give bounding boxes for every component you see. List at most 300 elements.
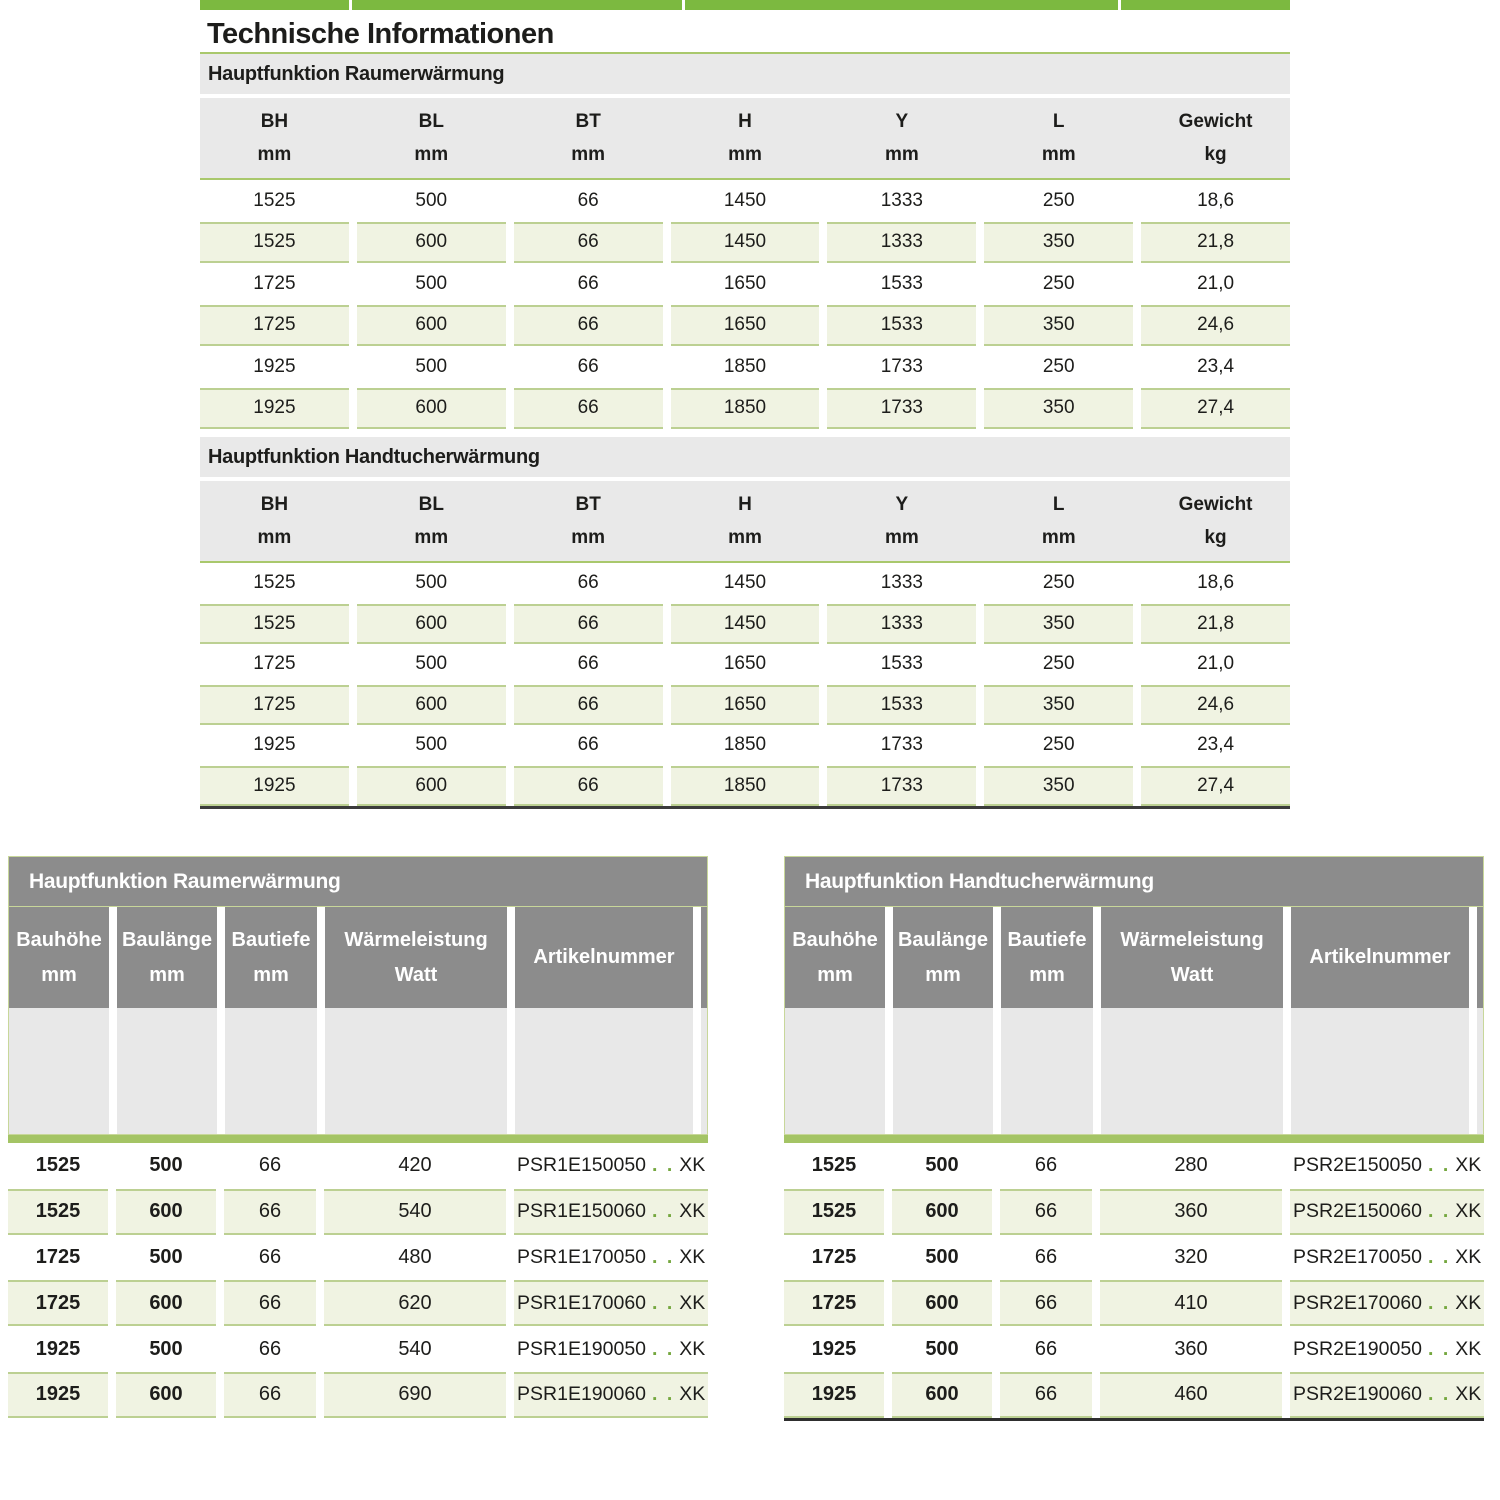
table-cell: 66 bbox=[224, 1372, 316, 1418]
table-row bbox=[200, 222, 1290, 264]
artikelnummer-cell bbox=[1290, 1326, 1484, 1372]
artikelnummer-cell bbox=[514, 1326, 708, 1372]
table-row bbox=[784, 1143, 1484, 1189]
table-cell: 280 bbox=[1174, 1154, 1208, 1177]
table-row bbox=[200, 766, 1290, 807]
column-unit: mm bbox=[253, 963, 289, 986]
table-cell: 500 bbox=[415, 734, 448, 756]
table-bottom-border bbox=[200, 806, 1290, 809]
table-row bbox=[784, 1235, 1484, 1281]
table-cell: 24,6 bbox=[1141, 685, 1290, 726]
column-label: Wärmeleistung bbox=[344, 928, 488, 951]
column-label: Bautiefe bbox=[231, 928, 311, 951]
column-unit: mm bbox=[817, 963, 853, 986]
table-cell: 600 bbox=[116, 1280, 216, 1326]
table-cell: 66 bbox=[1034, 1337, 1058, 1360]
table-cell: 66 bbox=[577, 272, 599, 294]
table-row bbox=[8, 1372, 708, 1418]
artikel-dots: . . bbox=[652, 1337, 675, 1360]
column-label: Bautiefe bbox=[1007, 928, 1087, 951]
artikel-dots: . . bbox=[1428, 1291, 1451, 1314]
table-cell: 66 bbox=[224, 1189, 316, 1235]
order-empty-region bbox=[785, 1008, 1483, 1134]
table-cell: 600 bbox=[892, 1372, 992, 1418]
spec-table-handtucherwaermung bbox=[200, 437, 1290, 806]
artikel-suffix: XK bbox=[1455, 1291, 1482, 1314]
artikel-prefix: PSR2E190050 bbox=[1293, 1337, 1423, 1360]
accent-bar-segment bbox=[685, 0, 1118, 10]
column-label: H bbox=[738, 111, 752, 132]
table-cell: 66 bbox=[514, 604, 663, 645]
table-cell: 66 bbox=[514, 685, 663, 726]
column-label: Bauhöhe bbox=[16, 928, 102, 951]
artikel-suffix: XK bbox=[1455, 1337, 1482, 1360]
order-rows bbox=[784, 1143, 1484, 1418]
order-table-handtucherwaermung bbox=[784, 856, 1484, 1421]
artikel-dots: . . bbox=[652, 1200, 675, 1223]
artikelnummer-cell bbox=[1290, 1143, 1484, 1189]
empty-cell bbox=[9, 1008, 109, 1134]
artikel-dots: . . bbox=[1428, 1383, 1451, 1406]
table-cell: 66 bbox=[577, 189, 599, 211]
column-header bbox=[827, 105, 976, 171]
artikel-prefix: PSR2E150060 bbox=[1293, 1200, 1423, 1223]
empty-cell bbox=[225, 1008, 317, 1134]
table-cell: 1725 bbox=[253, 653, 296, 675]
table-cell: 66 bbox=[577, 355, 599, 377]
artikelnummer-cell bbox=[514, 1189, 708, 1235]
column-header bbox=[984, 105, 1133, 171]
table-cell: 600 bbox=[357, 604, 506, 645]
table-cell: 500 bbox=[149, 1337, 183, 1360]
column-header bbox=[357, 488, 506, 554]
table-cell: 1925 bbox=[35, 1337, 81, 1360]
table-row bbox=[200, 563, 1290, 604]
empty-cell bbox=[785, 1008, 885, 1134]
table-cell: 250 bbox=[1042, 572, 1075, 594]
table-cell: 1333 bbox=[880, 189, 923, 211]
table-cell: 1533 bbox=[880, 272, 923, 294]
table-cell: 600 bbox=[892, 1189, 992, 1235]
column-unit: mm bbox=[149, 963, 185, 986]
artikel-prefix: PSR1E170060 bbox=[517, 1291, 647, 1314]
column-label: Y bbox=[895, 111, 909, 132]
artikel-prefix: PSR1E190060 bbox=[517, 1383, 647, 1406]
artikel-prefix: PSR2E150050 bbox=[1293, 1154, 1423, 1177]
column-label: Baulänge bbox=[121, 928, 213, 951]
table-cell: 350 bbox=[984, 222, 1133, 264]
order-table-header-box bbox=[784, 856, 1484, 1135]
table-cell: 1925 bbox=[253, 355, 296, 377]
table-row bbox=[200, 305, 1290, 347]
accent-bar-segment bbox=[200, 0, 349, 10]
artikel-prefix: PSR2E190060 bbox=[1293, 1383, 1423, 1406]
artikel-prefix: PSR1E190050 bbox=[517, 1337, 647, 1360]
column-label: Gewicht bbox=[1178, 494, 1253, 515]
table-cell: 250 bbox=[1042, 272, 1075, 294]
table-row bbox=[784, 1326, 1484, 1372]
column-unit: mm bbox=[1029, 963, 1065, 986]
table-row bbox=[200, 604, 1290, 645]
column-header bbox=[325, 907, 507, 1008]
table-cell: 1333 bbox=[827, 604, 976, 645]
table-cell: 66 bbox=[1000, 1189, 1092, 1235]
spec-column-headers bbox=[200, 98, 1290, 178]
artikel-dots: . . bbox=[652, 1154, 675, 1177]
table-cell: 66 bbox=[514, 388, 663, 430]
table-cell: 1725 bbox=[811, 1245, 857, 1268]
column-unit: kg bbox=[1204, 527, 1227, 548]
table-cell: 600 bbox=[116, 1372, 216, 1418]
column-header bbox=[827, 488, 976, 554]
artikel-suffix: XK bbox=[679, 1200, 706, 1223]
table-cell: 1650 bbox=[723, 272, 767, 294]
table-cell: 600 bbox=[357, 222, 506, 264]
artikel-suffix: XK bbox=[679, 1383, 706, 1406]
column-unit: mm bbox=[414, 144, 449, 165]
table-row bbox=[8, 1189, 708, 1235]
column-header bbox=[984, 488, 1133, 554]
table-cell: 66 bbox=[577, 653, 599, 675]
table-cell: 600 bbox=[357, 305, 506, 347]
table-cell: 350 bbox=[984, 685, 1133, 726]
table-cell: 66 bbox=[577, 572, 599, 594]
order-rows bbox=[8, 1143, 708, 1418]
artikel-prefix: PSR1E150060 bbox=[517, 1200, 647, 1223]
empty-cell bbox=[325, 1008, 507, 1134]
table-cell: 1733 bbox=[827, 388, 976, 430]
column-label: Bauhöhe bbox=[792, 928, 878, 951]
table-row bbox=[8, 1280, 708, 1326]
table-cell: 66 bbox=[1034, 1154, 1058, 1177]
table-cell: 21,8 bbox=[1141, 604, 1290, 645]
artikelnummer-cell bbox=[514, 1235, 708, 1281]
artikel-prefix: PSR2E170060 bbox=[1293, 1291, 1423, 1314]
table-cell: 1525 bbox=[35, 1154, 81, 1177]
table-cell: 250 bbox=[1042, 355, 1075, 377]
column-header bbox=[893, 907, 993, 1008]
table-cell: 1525 bbox=[253, 189, 296, 211]
artikelnummer-cell bbox=[514, 1143, 708, 1189]
column-unit: mm bbox=[257, 527, 292, 548]
table-cell: 66 bbox=[577, 734, 599, 756]
table-cell: 66 bbox=[258, 1337, 282, 1360]
table-row bbox=[200, 725, 1290, 766]
table-cell: 460 bbox=[1100, 1372, 1282, 1418]
table-cell: 420 bbox=[398, 1154, 432, 1177]
table-cell: 1525 bbox=[8, 1189, 108, 1235]
column-label: Artikelnummer bbox=[1309, 946, 1451, 968]
column-header bbox=[357, 105, 506, 171]
table-cell: 1533 bbox=[827, 305, 976, 347]
order-table-header-box bbox=[8, 856, 708, 1135]
header-filler bbox=[701, 907, 707, 1008]
table-cell: 1525 bbox=[811, 1154, 857, 1177]
table-row bbox=[200, 644, 1290, 685]
column-header bbox=[1001, 907, 1093, 1008]
table-cell: 1733 bbox=[880, 355, 923, 377]
artikel-dots: . . bbox=[1428, 1200, 1451, 1223]
table-cell: 66 bbox=[1000, 1280, 1092, 1326]
table-cell: 1333 bbox=[827, 222, 976, 264]
table-cell: 1533 bbox=[827, 685, 976, 726]
artikelnummer-cell bbox=[1290, 1280, 1484, 1326]
table-cell: 23,4 bbox=[1197, 355, 1235, 377]
column-unit: mm bbox=[41, 963, 77, 986]
table-cell: 350 bbox=[984, 766, 1133, 807]
column-header bbox=[200, 488, 349, 554]
artikel-suffix: XK bbox=[1455, 1200, 1482, 1223]
table-cell: 1450 bbox=[723, 572, 767, 594]
column-header bbox=[9, 907, 109, 1008]
table-cell: 1525 bbox=[784, 1189, 884, 1235]
table-row bbox=[8, 1235, 708, 1281]
table-cell: 1850 bbox=[671, 766, 820, 807]
accent-bar-segment bbox=[352, 0, 682, 10]
table-cell: 360 bbox=[1100, 1189, 1282, 1235]
artikel-prefix: PSR1E170050 bbox=[517, 1245, 647, 1268]
page-title: Technische Informationen bbox=[207, 18, 554, 50]
table-cell: 1925 bbox=[811, 1337, 857, 1360]
section-header: Hauptfunktion Raumerwärmung bbox=[200, 54, 1290, 94]
column-header bbox=[225, 907, 317, 1008]
order-table-raumerwaermung bbox=[8, 856, 708, 1418]
order-column-headers bbox=[9, 907, 707, 1008]
table-cell: 1925 bbox=[8, 1372, 108, 1418]
column-label: L bbox=[1052, 111, 1065, 132]
artikel-suffix: XK bbox=[679, 1337, 706, 1360]
accent-bar-segment bbox=[1121, 0, 1290, 10]
spec-column-headers bbox=[200, 481, 1290, 561]
column-unit: mm bbox=[884, 527, 919, 548]
spec-rows bbox=[200, 563, 1290, 806]
column-header bbox=[1291, 907, 1469, 1008]
table-row bbox=[8, 1143, 708, 1189]
column-unit: mm bbox=[571, 527, 606, 548]
table-cell: 27,4 bbox=[1141, 766, 1290, 807]
artikelnummer-cell bbox=[514, 1280, 708, 1326]
empty-filler bbox=[1477, 1008, 1483, 1134]
column-label: Artikelnummer bbox=[533, 946, 675, 968]
table-cell: 600 bbox=[892, 1280, 992, 1326]
table-cell: 250 bbox=[1042, 189, 1075, 211]
table-cell: 66 bbox=[1034, 1245, 1058, 1268]
table-cell: 1925 bbox=[253, 734, 296, 756]
order-empty-region bbox=[9, 1008, 707, 1134]
header-filler bbox=[1477, 907, 1483, 1008]
artikel-dots: . . bbox=[1428, 1337, 1451, 1360]
table-cell: 1733 bbox=[880, 734, 923, 756]
table-cell: 620 bbox=[324, 1280, 506, 1326]
table-cell: 1925 bbox=[200, 388, 349, 430]
table-row bbox=[200, 263, 1290, 305]
table-cell: 1533 bbox=[880, 653, 923, 675]
table-cell: 500 bbox=[149, 1154, 183, 1177]
table-cell: 27,4 bbox=[1141, 388, 1290, 430]
table-cell: 600 bbox=[357, 766, 506, 807]
table-cell: 1525 bbox=[200, 604, 349, 645]
artikel-suffix: XK bbox=[679, 1154, 706, 1177]
column-header bbox=[785, 907, 885, 1008]
table-cell: 1450 bbox=[671, 222, 820, 264]
table-row bbox=[200, 180, 1290, 222]
table-cell: 21,8 bbox=[1141, 222, 1290, 264]
table-cell: 600 bbox=[357, 388, 506, 430]
table-cell: 500 bbox=[925, 1245, 959, 1268]
table-row bbox=[8, 1326, 708, 1372]
column-header bbox=[514, 105, 663, 171]
artikel-dots: . . bbox=[1428, 1154, 1451, 1177]
table-cell: 500 bbox=[415, 355, 448, 377]
table-cell: 350 bbox=[984, 388, 1133, 430]
column-header bbox=[671, 105, 820, 171]
table-cell: 66 bbox=[258, 1154, 282, 1177]
column-unit: mm bbox=[571, 144, 606, 165]
table-bottom-border bbox=[784, 1418, 1484, 1421]
column-header bbox=[117, 907, 217, 1008]
table-row bbox=[200, 388, 1290, 430]
column-unit: Watt bbox=[394, 963, 438, 986]
column-label: Y bbox=[895, 494, 909, 515]
empty-cell bbox=[1291, 1008, 1469, 1134]
column-header bbox=[200, 105, 349, 171]
artikel-suffix: XK bbox=[1455, 1154, 1482, 1177]
artikel-suffix: XK bbox=[679, 1291, 706, 1314]
artikel-prefix: PSR2E170050 bbox=[1293, 1245, 1423, 1268]
table-cell: 500 bbox=[415, 189, 448, 211]
table-cell: 66 bbox=[514, 766, 663, 807]
table-cell: 1525 bbox=[200, 222, 349, 264]
column-label: Gewicht bbox=[1178, 111, 1253, 132]
table-cell: 23,4 bbox=[1197, 734, 1235, 756]
table-cell: 500 bbox=[925, 1337, 959, 1360]
table-cell: 1725 bbox=[200, 685, 349, 726]
empty-cell bbox=[893, 1008, 993, 1134]
green-divider-bar bbox=[784, 1135, 1484, 1143]
artikel-suffix: XK bbox=[679, 1245, 706, 1268]
table-cell: 1525 bbox=[253, 572, 296, 594]
table-cell: 500 bbox=[415, 572, 448, 594]
table-cell: 66 bbox=[224, 1280, 316, 1326]
column-label: Wärmeleistung bbox=[1120, 928, 1264, 951]
table-cell: 690 bbox=[324, 1372, 506, 1418]
table-cell: 540 bbox=[398, 1337, 432, 1360]
column-header bbox=[1141, 488, 1290, 554]
column-label: H bbox=[738, 494, 752, 515]
column-unit: mm bbox=[414, 527, 449, 548]
column-header bbox=[671, 488, 820, 554]
table-cell: 250 bbox=[1042, 734, 1075, 756]
column-unit: kg bbox=[1204, 144, 1227, 165]
artikelnummer-cell bbox=[1290, 1235, 1484, 1281]
table-cell: 320 bbox=[1174, 1245, 1208, 1268]
table-cell: 1733 bbox=[827, 766, 976, 807]
empty-filler bbox=[701, 1008, 707, 1134]
table-cell: 500 bbox=[415, 272, 448, 294]
artikel-suffix: XK bbox=[1455, 1245, 1482, 1268]
column-unit: mm bbox=[925, 963, 961, 986]
table-cell: 410 bbox=[1100, 1280, 1282, 1326]
spec-rows bbox=[200, 180, 1290, 429]
table-cell: 1650 bbox=[671, 685, 820, 726]
artikel-dots: . . bbox=[652, 1383, 675, 1406]
table-cell: 480 bbox=[398, 1245, 432, 1268]
empty-cell bbox=[1001, 1008, 1093, 1134]
column-unit: mm bbox=[728, 144, 762, 165]
table-cell: 500 bbox=[415, 653, 448, 675]
table-row bbox=[784, 1189, 1484, 1235]
table-cell: 350 bbox=[984, 305, 1133, 347]
table-cell: 18,6 bbox=[1197, 189, 1235, 211]
table-row bbox=[784, 1372, 1484, 1418]
column-unit: mm bbox=[884, 144, 919, 165]
green-divider-bar bbox=[8, 1135, 708, 1143]
table-row bbox=[200, 685, 1290, 726]
table-cell: 66 bbox=[1000, 1372, 1092, 1418]
column-unit: mm bbox=[1041, 527, 1076, 548]
table-cell: 1850 bbox=[723, 734, 767, 756]
empty-cell bbox=[515, 1008, 693, 1134]
table-cell: 1925 bbox=[784, 1372, 884, 1418]
order-table-title: Hauptfunktion Raumerwärmung bbox=[9, 857, 707, 907]
table-cell: 18,6 bbox=[1197, 572, 1235, 594]
column-unit: mm bbox=[257, 144, 292, 165]
spec-table-raumerwaermung bbox=[200, 54, 1290, 429]
column-label: BT bbox=[575, 111, 601, 132]
column-header bbox=[1141, 105, 1290, 171]
column-label: BH bbox=[260, 494, 289, 515]
table-cell: 1725 bbox=[35, 1245, 81, 1268]
artikel-dots: . . bbox=[652, 1245, 675, 1268]
table-cell: 360 bbox=[1174, 1337, 1208, 1360]
table-cell: 540 bbox=[324, 1189, 506, 1235]
table-cell: 1333 bbox=[880, 572, 923, 594]
table-row bbox=[200, 346, 1290, 388]
column-label: BL bbox=[418, 494, 444, 515]
table-cell: 1650 bbox=[671, 305, 820, 347]
column-unit: Watt bbox=[1170, 963, 1214, 986]
artikel-prefix: PSR1E150050 bbox=[517, 1154, 647, 1177]
table-cell: 600 bbox=[116, 1189, 216, 1235]
table-cell: 1725 bbox=[253, 272, 296, 294]
table-cell: 1450 bbox=[723, 189, 767, 211]
table-cell: 66 bbox=[514, 222, 663, 264]
table-cell: 1850 bbox=[671, 388, 820, 430]
table-cell: 500 bbox=[149, 1245, 183, 1268]
table-cell: 21,0 bbox=[1197, 653, 1235, 675]
table-cell: 66 bbox=[258, 1245, 282, 1268]
column-label: BT bbox=[575, 494, 601, 515]
table-cell: 21,0 bbox=[1197, 272, 1235, 294]
table-cell: 350 bbox=[984, 604, 1133, 645]
column-label: L bbox=[1052, 494, 1065, 515]
column-unit: mm bbox=[1041, 144, 1076, 165]
column-label: Baulänge bbox=[897, 928, 989, 951]
column-label: BL bbox=[418, 111, 444, 132]
section-header: Hauptfunktion Handtucherwärmung bbox=[200, 437, 1290, 477]
table-cell: 600 bbox=[357, 685, 506, 726]
order-column-headers bbox=[785, 907, 1483, 1008]
column-label: BH bbox=[260, 111, 289, 132]
artikelnummer-cell bbox=[1290, 1189, 1484, 1235]
table-cell: 1725 bbox=[200, 305, 349, 347]
column-unit: mm bbox=[728, 527, 762, 548]
table-cell: 1650 bbox=[723, 653, 767, 675]
artikelnummer-cell bbox=[514, 1372, 708, 1418]
table-cell: 1725 bbox=[8, 1280, 108, 1326]
table-cell: 1925 bbox=[200, 766, 349, 807]
order-table-title: Hauptfunktion Handtucherwärmung bbox=[785, 857, 1483, 907]
